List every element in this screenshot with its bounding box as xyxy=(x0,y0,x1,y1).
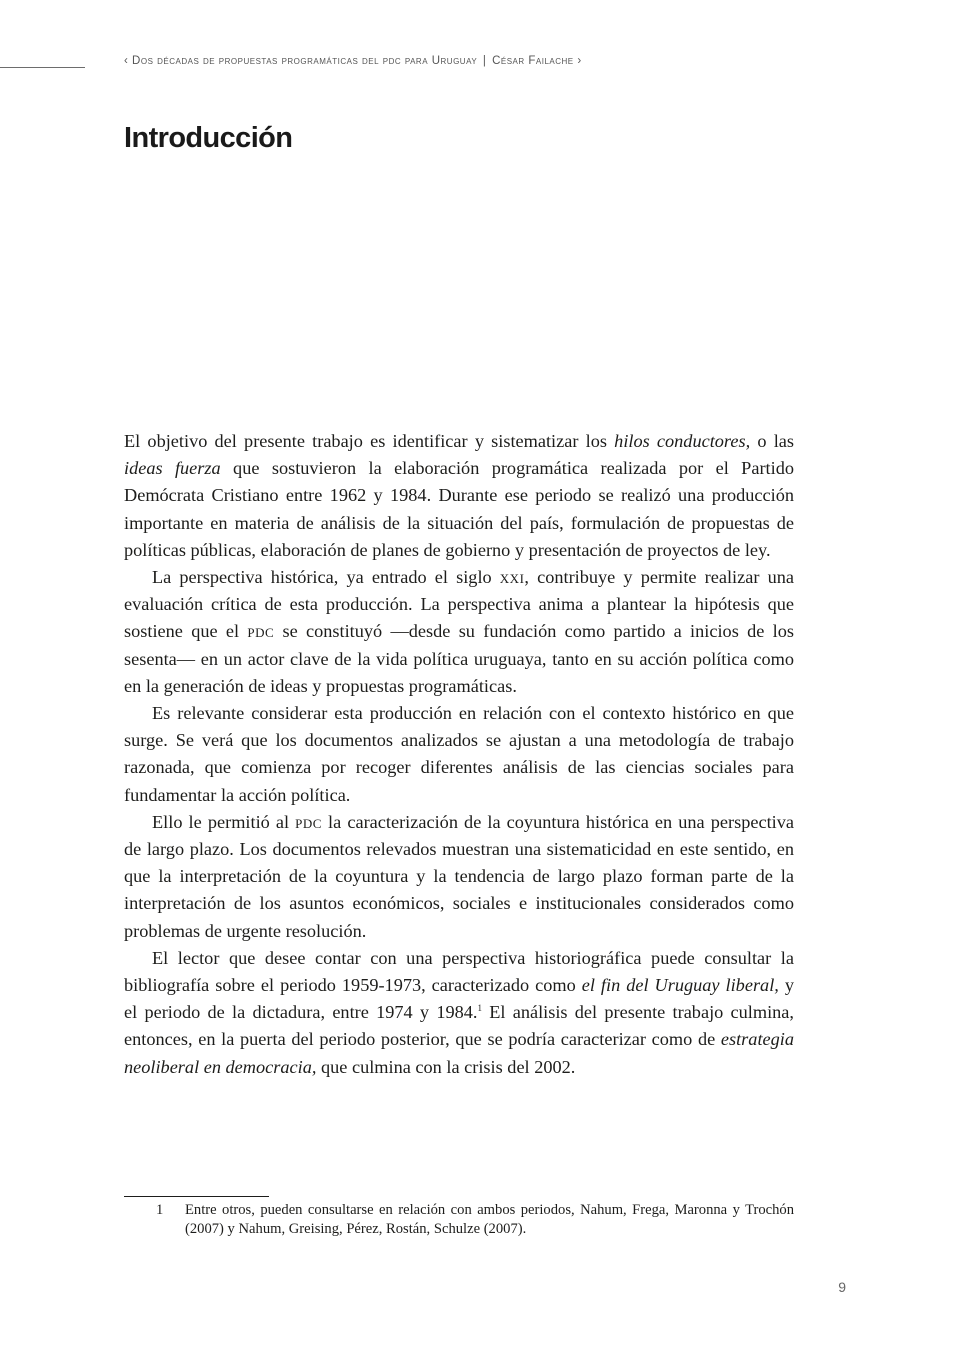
paragraph-1-italic-2: ideas fuerza xyxy=(124,458,221,479)
paragraph-1-text-3: que sostuvieron la elaboración programática realizada por el Partido Demócrata Cristiano entre 1962 y 1984. Durante ese periodo se realizó una producción importante en materia de análisis de la situación del país, formulación de propuestas de políticas públicas, elaboración de planes de gobierno y presentación de proyectos de ley. xyxy=(124,458,794,560)
paragraph-2-text-3: se constituyó —desde su fundación como partido a inicios de los sesenta— en un actor clave de la vida política uruguaya, tanto en su acción política como en la generación de ideas y propuestas programáticas. xyxy=(124,621,794,696)
running-header xyxy=(124,55,824,67)
paragraph-2 xyxy=(124,564,794,700)
paragraph-2-text-1: La perspectiva histórica, ya entrado el siglo xyxy=(152,567,500,588)
paragraph-4-text-2: la caracterización de la coyuntura histórica en una perspectiva de largo plazo. Los documentos relevados muestran una sistematicidad en este sentido, en que la interpretación de la coyuntura y la tendencia de largo plazo forman parte de la interpretación de los asuntos económicos, sociales e institucionales considerados como problemas de urgente resolución. xyxy=(124,811,794,941)
chapter-title: Introducción xyxy=(124,122,293,154)
paragraph-1-text-2: o las xyxy=(750,431,794,451)
paragraph-5-text-1: El lector que desee contar con una perspectiva historiográfica puede consultar la bibliografía sobre el periodo 1959-1973, caracterizado como xyxy=(124,947,794,996)
paragraph-4-text-1: Ello le permitió al xyxy=(152,811,296,832)
header-open-mark: ‹ xyxy=(124,55,129,67)
paragraph-5-italic-1: el fin del Uruguay liberal, xyxy=(581,975,779,996)
paragraph-2-smallcaps-1: xxi xyxy=(499,567,525,588)
footnote-rule xyxy=(124,1196,269,1197)
header-separator: | xyxy=(482,55,487,67)
paragraph-5-text-2: y el periodo de la dictadura, entre 1974 y 1984. xyxy=(124,975,794,1023)
paragraph-4-smallcaps-1: pdc xyxy=(295,811,322,832)
footnote-reference[interactable]: 1 xyxy=(477,1003,482,1014)
paragraph-4 xyxy=(124,809,794,945)
paragraph-1 xyxy=(124,428,794,564)
paragraph-2-smallcaps-2: pdc xyxy=(247,621,275,642)
paragraph-2-text-2: , contribuye y permite realizar una evaluación crítica de esta producción. La perspectiva anima a plantear la hipótesis que sostiene que el xyxy=(124,567,794,642)
footnote-number: 1 xyxy=(156,1202,164,1218)
header-rule xyxy=(0,67,85,68)
header-book-title: Dos décadas de propuestas programáticas del pdc para Uruguay xyxy=(132,55,478,67)
paragraph-1-italic-1: hilos conductores, xyxy=(614,431,751,451)
page-number: 9 xyxy=(838,1279,846,1295)
header-author: César Failache xyxy=(492,55,574,67)
footnote xyxy=(124,1201,794,1239)
paragraph-5-text-3: El análisis del presente trabajo culmina, entonces, en la puerta del periodo posterior, que se podría caracterizar como de xyxy=(124,1002,794,1050)
paragraph-5 xyxy=(124,945,794,1081)
body-text xyxy=(124,428,794,1081)
paragraph-5-text-4: que culmina con la crisis del 2002. xyxy=(316,1056,576,1077)
paragraph-1-text-1: El objetivo del presente trabajo es identificar y sistematizar los xyxy=(124,431,615,451)
footnote-text: Entre otros, pueden consultarse en relación con ambos periodos, Nahum, Frega, Maronna y Trochón (2007) y Nahum, Greising, Pérez, Rostán, Schulze (2007). xyxy=(185,1202,794,1237)
paragraph-3 xyxy=(124,700,794,809)
paragraph-5-italic-2: estrategia neoliberal en democracia, xyxy=(124,1029,794,1077)
paragraph-3-text-1: Es relevante considerar esta producción en relación con el contexto histórico en que surge. Se verá que los documentos analizados se ajustan a una metodología de trabajo razonada, que comienza por recoger diferentes análisis de las ciencias sociales para fundamentar la acción política. xyxy=(124,703,794,805)
header-close-mark: › xyxy=(577,55,582,67)
